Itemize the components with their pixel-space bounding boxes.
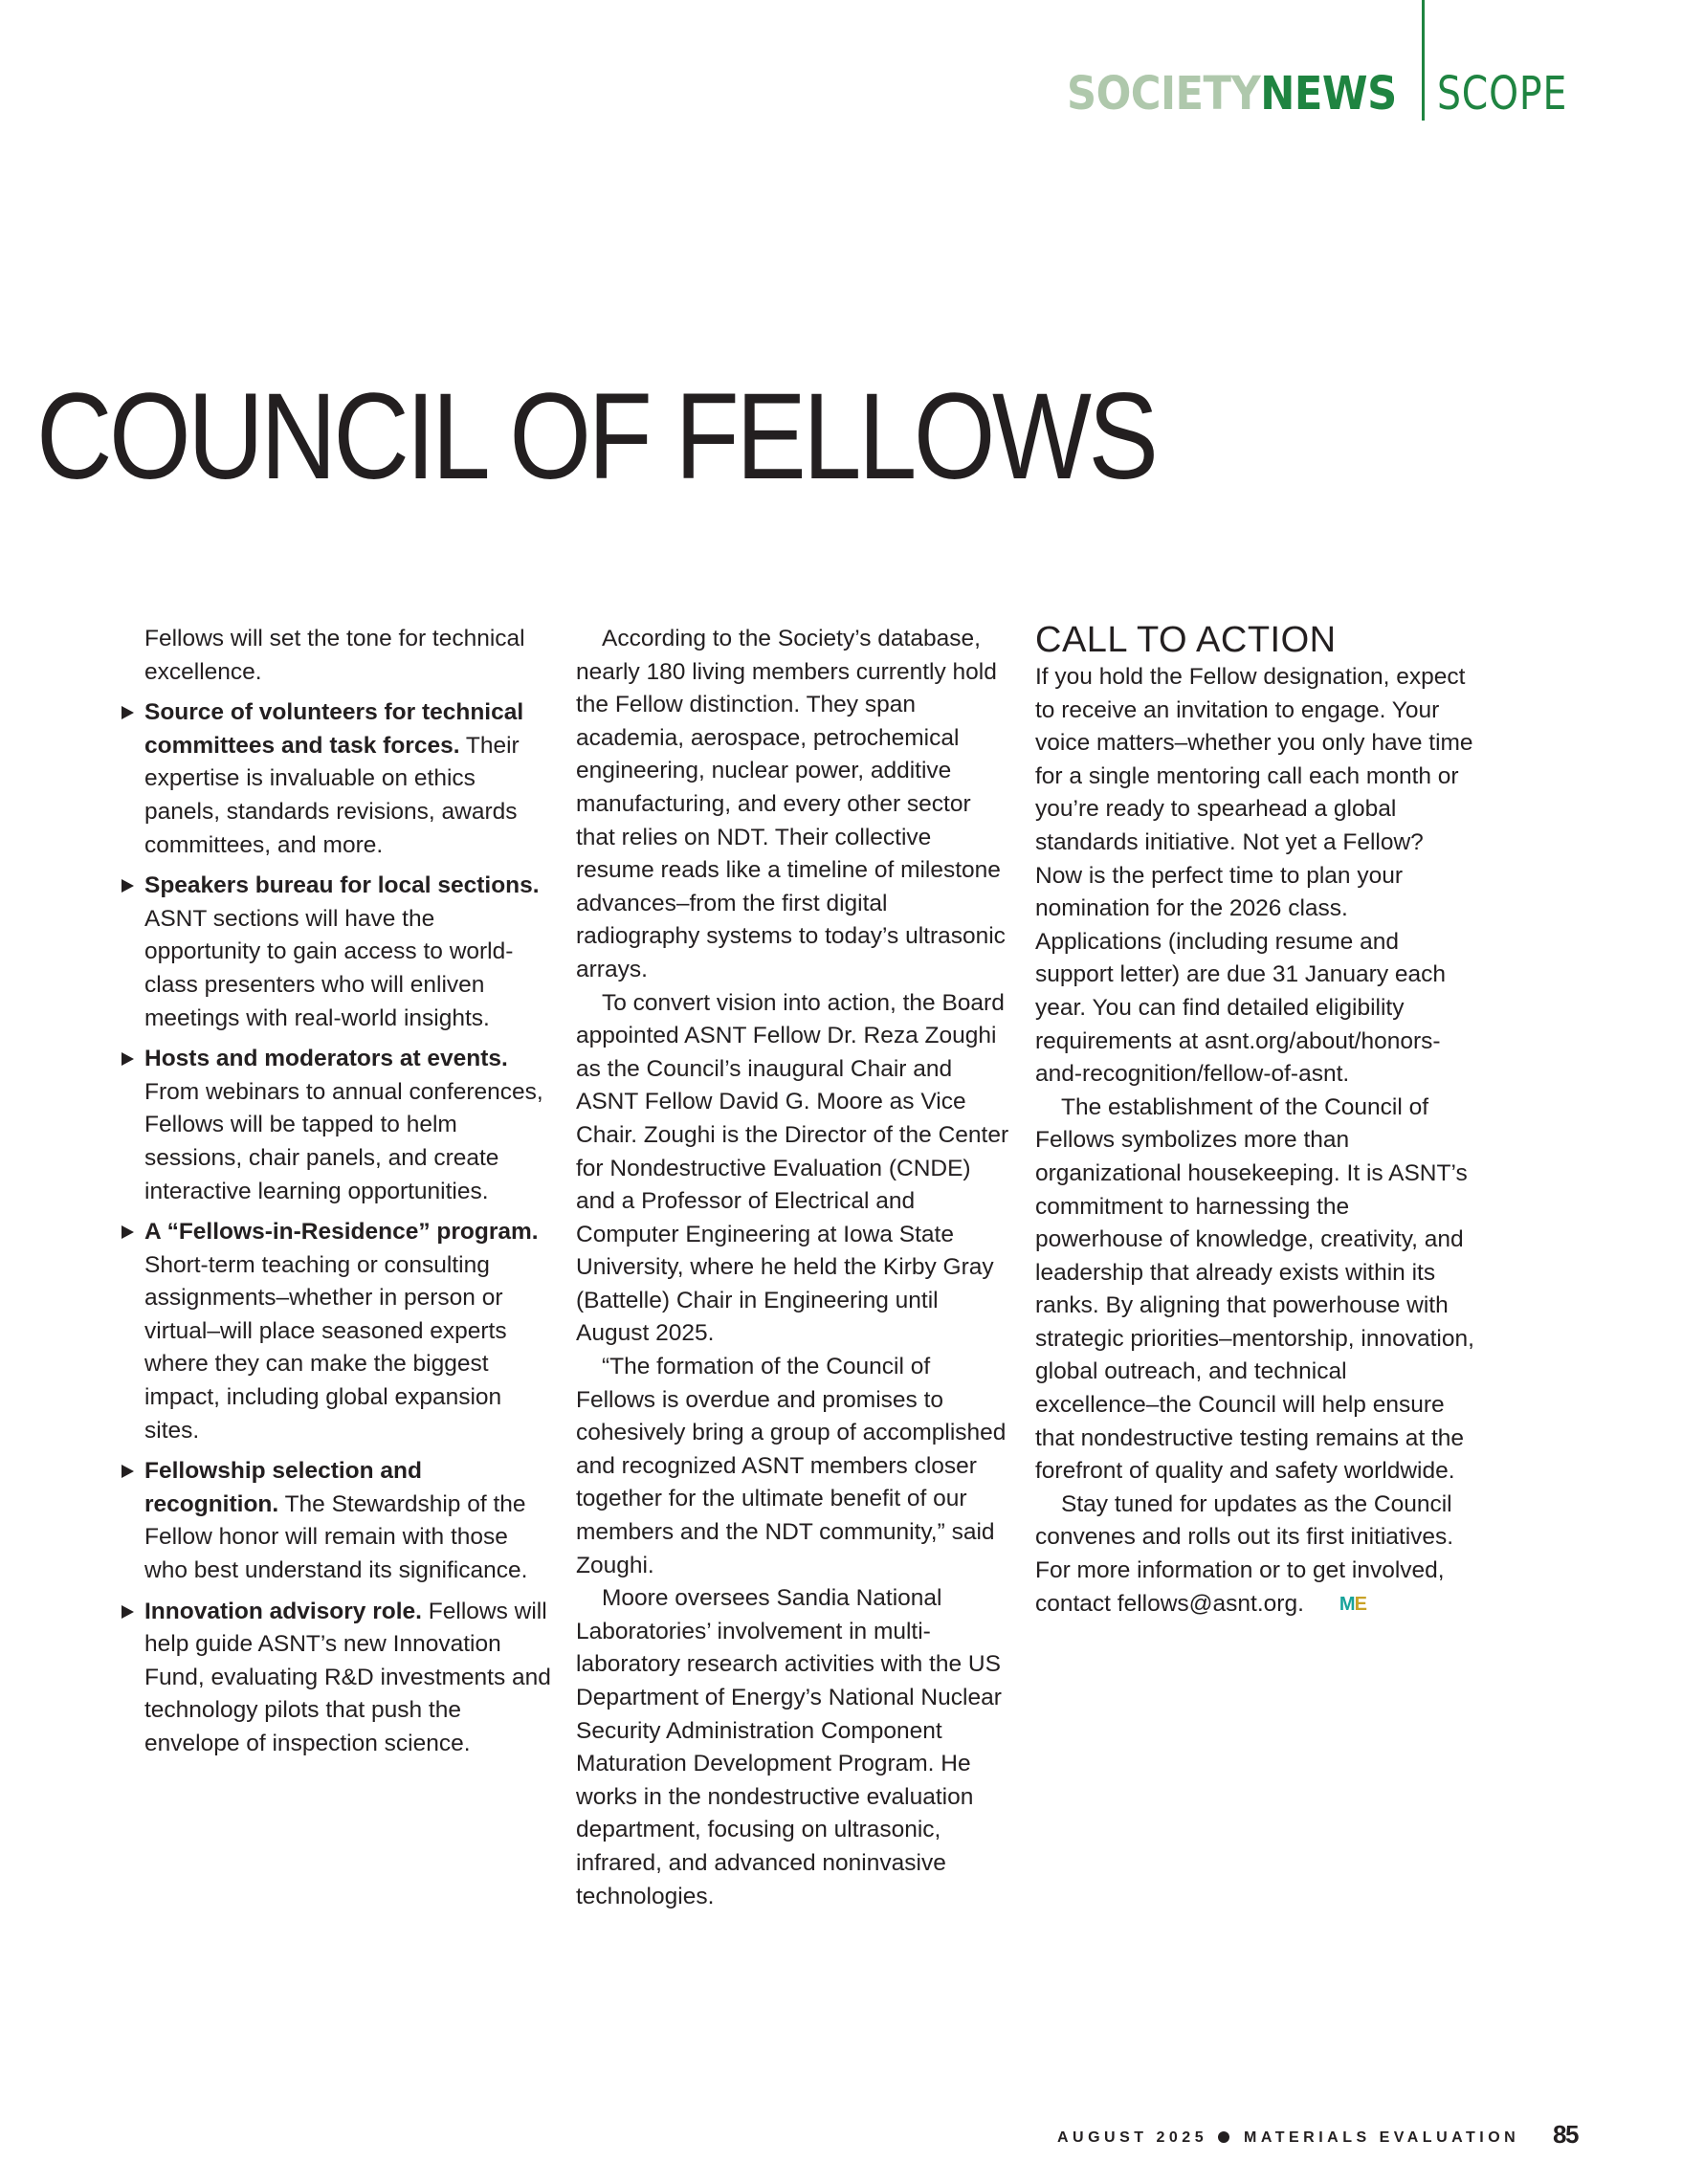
column-3 (1035, 620, 1475, 1621)
list-item (122, 1043, 552, 1208)
body-paragraph: Moore oversees Sandia National Laboratories’ involvement in multi-laboratory research activities with the US Department of Energy’s National Nuclear Security Administration Component Maturation Development Program. He works in the nondestructive evaluation department, focusing on ultrasonic, infrared, and advanced noninvasive technologies. (576, 1585, 1002, 1909)
triangle-bullet-icon (122, 706, 134, 719)
bullet-text: ASNT sections will have the opportunity to gain access to world-class presenters who will enliven meetings with real-world insights. (144, 905, 514, 1031)
page-title: COUNCIL OF FELLOWS (36, 368, 1156, 505)
bullet-heading: Speakers bureau for local sections. (144, 872, 540, 899)
list-item (122, 1596, 552, 1761)
section-label-society: SOCIETY (1067, 67, 1261, 121)
publication-name: MATERIALS EVALUATION (1244, 2129, 1520, 2146)
bullet-heading: Innovation advisory role. (144, 1598, 422, 1624)
list-item (122, 870, 552, 1035)
triangle-bullet-icon (122, 1465, 134, 1478)
lead-paragraph: Fellows will set the tone for technical excellence. (144, 626, 525, 685)
page-number: 85 (1553, 2120, 1578, 2149)
list-item (122, 1455, 552, 1587)
column-1 (122, 623, 552, 1761)
body-paragraph: If you hold the Fellow designation, expect to receive an invitation to engage. Your voice matters–whether you only have time for a single mentoring call each month or you’re ready to spearhead a global standards initiative. Not yet a Fellow? Now is the perfect time to plan your nomination for the 2026 class. Applications (including resume and support letter) are due 31 January each year. You can find detailed eligibility requirements at asnt.org/about/honors-and-recognition/fellow-of-asnt. (1035, 664, 1473, 1088)
bullet-heading: Source of volunteers for technical committees and task forces. (144, 699, 524, 759)
bullet-text: Fellows will help guide ASNT’s new Innovation Fund, evaluating R&D investments and technology pilots that push the envelope of inspection science. (144, 1598, 551, 1756)
body-paragraph: To convert vision into action, the Board appointed ASNT Fellow Dr. Reza Zoughi as the Council’s inaugural Chair and ASNT Fellow David G. Moore as Vice Chair. Zoughi is the Director of the Center for Nondestructive Evaluation (CNDE) and a Professor of Electrical and Computer Engineering at Iowa State University, where he held the Kirby Gray (Battelle) Chair in Engineering until August 2025. (576, 989, 1009, 1347)
page-footer (1057, 2129, 1519, 2147)
triangle-bullet-icon (122, 1605, 134, 1619)
closing-paragraph (1035, 1489, 1475, 1621)
body-paragraph: “The formation of the Council of Fellows is overdue and promises to cohesively bring a group of accomplished and recognized ASNT members closer together for the ultimate benefit of our members and the NDT community,” said Zoughi. (576, 1354, 1007, 1578)
bullet-heading: A “Fellows-in-Residence” program. (144, 1219, 539, 1246)
bullet-text: Short-term teaching or consulting assignments–whether in person or virtual–will place seasoned experts where they can make the biggest impact, including global expansion sites. (144, 1251, 507, 1444)
bullet-heading: Hosts and moderators at events. (144, 1046, 508, 1072)
bullet-list (122, 696, 552, 1760)
list-item (122, 1216, 552, 1447)
list-item (122, 696, 552, 862)
bullet-text: The Stewardship of the Fellow honor will remain with those who best understand its significance. (144, 1490, 528, 1584)
column-2 (576, 623, 1011, 1913)
section-heading: CALL TO ACTION (1035, 620, 1337, 660)
bullet-heading: Fellowship selection and recognition. (144, 1458, 422, 1517)
me-end-mark-icon: ME (1339, 1593, 1366, 1615)
issue-date: AUGUST 2025 (1057, 2129, 1208, 2146)
triangle-bullet-icon (122, 879, 134, 893)
section-label-news: NEWS (1260, 67, 1397, 121)
header-divider (1422, 0, 1425, 121)
triangle-bullet-icon (122, 1225, 134, 1239)
body-paragraph: According to the Society’s database, nearly 180 living members currently hold the Fellow distinction. They span academia, aerospace, petrochemical engineering, nuclear power, additive manufacturing, and every other sector that relies on NDT. Their collective resume reads like a timeline of milestone advances–from the first digital radiography systems to today’s ultrasonic arrays. (576, 626, 1006, 982)
bullet-dot-icon (1218, 2131, 1229, 2143)
closing-text: Stay tuned for updates as the Council convenes and rolls out its first initiatives. For more information or to get involved, contact fellows@asnt.org. (1035, 1490, 1454, 1617)
bullet-text: From webinars to annual conferences, Fellows will be tapped to helm sessions, chair panels, and create interactive learning opportunities. (144, 1078, 543, 1204)
bullet-text: Their expertise is invaluable on ethics panels, standards revisions, awards committees, and more. (144, 732, 520, 858)
body-paragraph: The establishment of the Council of Fellows symbolizes more than organizational housekeeping. It is ASNT’s commitment to harnessing the powerhouse of knowledge, creativity, and leadership that already exists within its ranks. By aligning that powerhouse with strategic priorities–mentorship, innovation, global outreach, and technical excellence–the Council will help ensure that nondestructive testing remains at the forefront of quality and safety worldwide. (1035, 1093, 1474, 1485)
section-label (1067, 67, 1397, 121)
subsection-label: SCOPE (1437, 67, 1568, 121)
triangle-bullet-icon (122, 1052, 134, 1066)
